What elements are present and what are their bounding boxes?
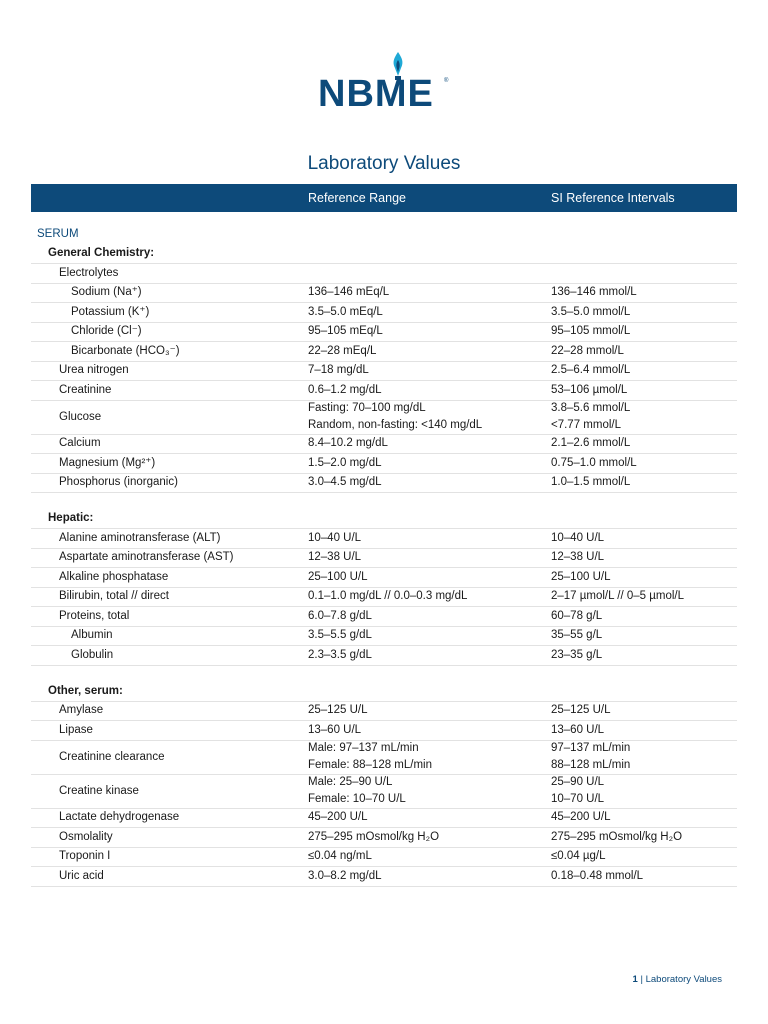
si-interval-cell [551,741,630,774]
row-label: Electrolytes [59,266,119,279]
row-label: Amylase [59,704,104,717]
table-row [31,568,737,588]
si-interval-cell [551,848,606,867]
reference-range-value: Male: 97–137 mL/min [308,742,419,754]
group-title: Other, serum: [48,684,123,697]
page-title: Laboratory Values [307,153,461,174]
reference-range-value: 0.6–1.2 mg/dL [308,383,382,396]
row-label: Potassium (K⁺) [71,305,150,318]
si-interval-value: 2–17 µmol/L // 0–5 µmol/L [551,590,685,603]
si-interval-cell [551,721,604,740]
si-interval-cell [551,809,610,828]
si-interval-cell [551,454,637,473]
si-interval-cell [551,303,630,322]
reference-range-cell [308,828,439,847]
row-label: Magnesium (Mg²⁺) [59,456,156,469]
row-label: Creatine kinase [59,784,139,797]
si-interval-value: 10–40 U/L [551,531,605,544]
si-interval-cell [551,568,610,587]
table-row [31,284,737,304]
reference-range-value: 7–18 mg/dL [308,364,369,377]
table-row [31,549,737,569]
si-interval-cell [551,828,682,847]
reference-range-value: 95–105 mEq/L [308,325,383,338]
table-row [31,828,737,848]
si-interval-cell [551,646,602,665]
row-label: Bilirubin, total // direct [59,590,169,603]
reference-range-value: 275–295 mOsmol/kg H₂O [308,830,440,843]
table-row [31,264,737,284]
footer-label: Laboratory Values [645,974,722,985]
row-label: Proteins, total [59,609,130,622]
si-interval-value: 35–55 g/L [551,629,603,642]
group-header [31,244,737,264]
reference-range-cell [308,775,406,808]
table-row [31,588,737,608]
si-interval-value: 25–100 U/L [551,570,611,583]
group-spacer [31,493,737,509]
si-interval-value: 88–128 mL/min [551,759,631,771]
logo-wordmark: NBME [318,73,434,115]
si-interval-value: 97–137 mL/min [551,742,631,754]
reference-range-value: Fasting: 70–100 mg/dL [308,402,426,414]
reference-range-cell [308,607,372,626]
reference-range-value: 6.0–7.8 g/dL [308,609,372,622]
reference-range-value: 22–28 mEq/L [308,344,377,357]
row-label: Aspartate aminotransferase (AST) [59,551,234,564]
reference-range-cell [308,284,389,303]
group-header [31,509,737,529]
reference-range-cell [308,362,369,381]
reference-range-cell [308,848,372,867]
reference-range-cell [308,529,361,548]
row-label: Lipase [59,723,93,736]
group-header [31,682,737,702]
reference-range-cell [308,809,367,828]
row-label: Creatinine [59,383,112,396]
group-spacer [31,666,737,682]
table-row [31,529,737,549]
table-row [31,435,737,455]
si-interval-value: 95–105 mmol/L [551,325,631,338]
table-row [31,702,737,722]
table-row [31,362,737,382]
si-interval-value: 2.5–6.4 mmol/L [551,364,631,377]
reference-range-cell [308,323,383,342]
reference-range-value: 136–146 mEq/L [308,286,390,299]
table-row [31,323,737,343]
row-label: Troponin I [59,850,111,863]
si-interval-cell [551,867,643,886]
si-interval-value: 25–90 U/L [551,776,605,788]
si-interval-cell [551,588,684,607]
reference-range-value: 3.0–4.5 mg/dL [308,476,382,489]
si-interval-value: <7.77 mmol/L [551,419,621,431]
reference-range-value: 25–125 U/L [308,704,368,717]
reference-range-value: 3.0–8.2 mg/dL [308,869,382,882]
registered-mark: ® [444,78,449,84]
group-title: General Chemistry: [48,247,155,259]
row-label: Alkaline phosphatase [59,570,169,583]
row-label: Bicarbonate (HCO₃⁻) [71,344,180,357]
si-interval-cell [551,775,604,808]
column-header-si-intervals: SI Reference Intervals [551,191,675,205]
reference-range-cell [308,702,367,721]
table-row [31,775,737,809]
si-interval-cell [551,627,602,646]
lab-values-table [31,224,737,887]
si-interval-cell [551,435,630,454]
si-interval-value: 136–146 mmol/L [551,286,637,299]
reference-range-cell [308,303,383,322]
si-interval-value: 25–125 U/L [551,704,611,717]
reference-range-value: Female: 10–70 U/L [308,793,406,805]
footer-separator: | [640,974,643,985]
row-label: Albumin [71,629,113,642]
si-interval-value: 13–60 U/L [551,723,605,736]
reference-range-value: Male: 25–90 U/L [308,776,393,788]
si-interval-cell [551,702,610,721]
reference-range-value: 12–38 U/L [308,551,362,564]
row-label: Chloride (Cl⁻) [71,325,142,338]
page-footer [633,974,722,985]
table-row [31,607,737,627]
si-interval-value: ≤0.04 µg/L [551,850,606,863]
page-number: 1 [632,974,638,985]
si-interval-cell [551,284,637,303]
si-interval-value: 275–295 mOsmol/kg H₂O [551,830,683,843]
si-interval-cell [551,607,602,626]
reference-range-value: 1.5–2.0 mg/dL [308,456,382,469]
table-row [31,721,737,741]
reference-range-value: 3.5–5.0 mEq/L [308,305,383,318]
reference-range-cell [308,741,432,774]
si-interval-value: 45–200 U/L [551,811,611,824]
si-interval-value: 3.5–5.0 mmol/L [551,305,631,318]
reference-range-value: 8.4–10.2 mg/dL [308,437,388,450]
si-interval-cell [551,323,630,342]
si-interval-value: 3.8–5.6 mmol/L [551,402,631,414]
si-interval-value: 2.1–2.6 mmol/L [551,437,631,450]
table-row [31,741,737,775]
si-interval-value: 22–28 mmol/L [551,344,624,357]
si-interval-cell [551,381,627,400]
reference-range-cell [308,588,467,607]
reference-range-cell [308,646,372,665]
si-interval-value: 23–35 g/L [551,648,603,661]
reference-range-cell [308,867,382,886]
table-row [31,303,737,323]
column-header-reference-range: Reference Range [308,191,406,205]
section-label: SERUM [37,227,79,240]
row-label: Urea nitrogen [59,364,129,377]
table-row [31,867,737,887]
si-interval-value: 1.0–1.5 mmol/L [551,476,631,489]
reference-range-cell [308,401,482,434]
table-row [31,381,737,401]
row-label: Globulin [71,648,114,661]
reference-range-value: 25–100 U/L [308,570,368,583]
row-label: Creatinine clearance [59,750,165,763]
table-header [31,184,737,212]
table-row [31,401,737,435]
section-header-serum [31,224,737,244]
reference-range-cell [308,721,361,740]
reference-range-cell [308,549,361,568]
reference-range-cell [308,342,376,361]
table-row [31,474,737,494]
reference-range-value: ≤0.04 ng/mL [308,850,372,863]
row-label: Sodium (Na⁺) [71,286,142,299]
si-interval-cell [551,401,630,434]
row-label: Alanine aminotransferase (ALT) [59,531,221,544]
row-label: Calcium [59,437,101,450]
reference-range-value: Random, non-fasting: <140 mg/dL [308,419,483,431]
si-interval-value: 60–78 g/L [551,609,603,622]
row-label: Lactate dehydrogenase [59,811,180,824]
table-row [31,342,737,362]
table-row [31,809,737,829]
reference-range-cell [308,381,382,400]
si-interval-value: 53–106 µmol/L [551,383,628,396]
reference-range-value: 3.5–5.5 g/dL [308,629,372,642]
si-interval-cell [551,342,624,361]
si-interval-cell [551,529,604,548]
si-interval-cell [551,362,630,381]
row-label: Osmolality [59,830,113,843]
si-interval-value: 0.75–1.0 mmol/L [551,456,637,469]
reference-range-cell [308,454,382,473]
reference-range-value: 2.3–3.5 g/dL [308,648,372,661]
table-row [31,627,737,647]
reference-range-cell [308,435,388,454]
table-row [31,646,737,666]
row-label: Uric acid [59,869,104,882]
reference-range-cell [308,627,372,646]
reference-range-value: Female: 88–128 mL/min [308,759,433,771]
si-interval-value: 0.18–0.48 mmol/L [551,869,644,882]
table-row [31,454,737,474]
group-title: Hepatic: [48,512,94,524]
reference-range-value: 13–60 U/L [308,723,362,736]
reference-range-value: 45–200 U/L [308,811,368,824]
table-row [31,848,737,868]
si-interval-value: 10–70 U/L [551,793,605,805]
reference-range-cell [308,568,367,587]
row-label: Glucose [59,410,102,423]
reference-range-value: 0.1–1.0 mg/dL // 0.0–0.3 mg/dL [308,590,468,603]
si-interval-cell [551,549,604,568]
reference-range-value: 10–40 U/L [308,531,362,544]
nbme-logo [318,52,454,116]
reference-range-cell [308,474,382,493]
row-label: Phosphorus (inorganic) [59,476,178,489]
si-interval-value: 12–38 U/L [551,551,605,564]
si-interval-cell [551,474,630,493]
